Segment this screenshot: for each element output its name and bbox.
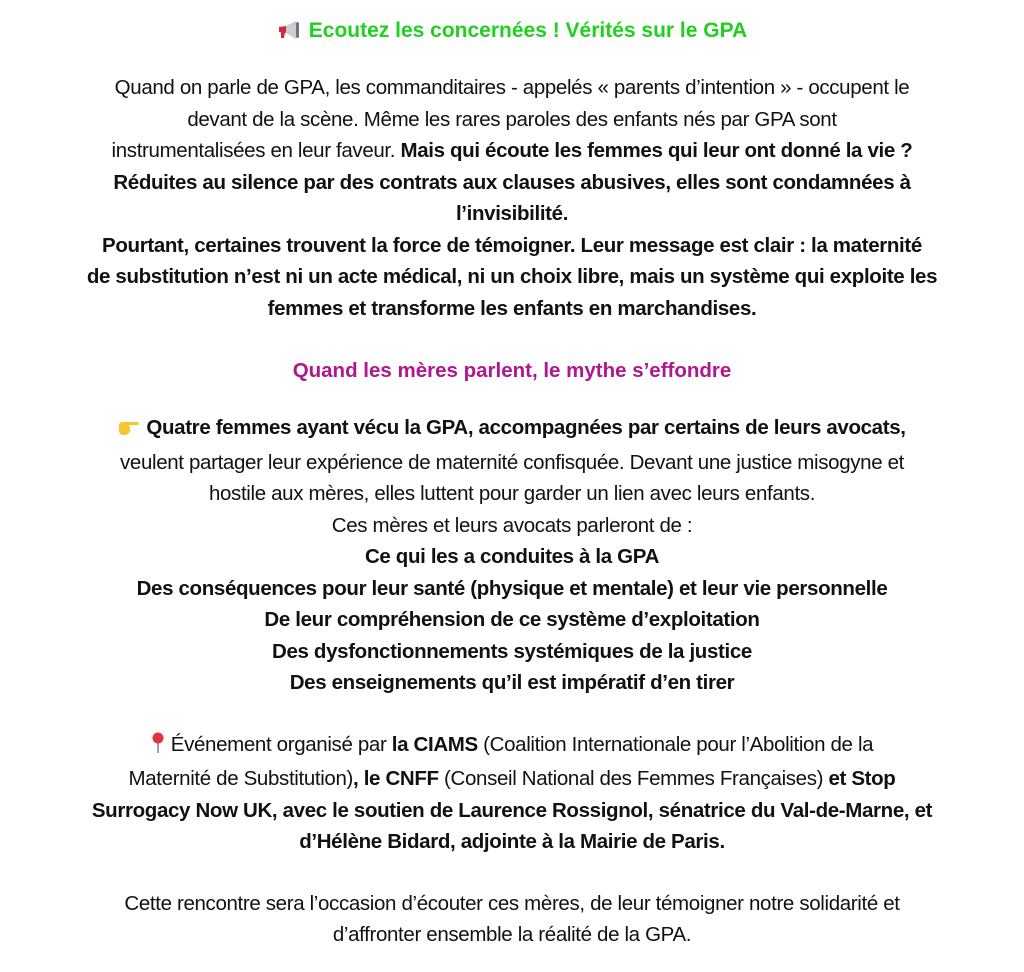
intro-bold-text: Réduites au silence par des contrats aux clauses abusives, elles sont condamnées à bbox=[113, 170, 911, 194]
intro-line bbox=[0, 293, 1024, 325]
closing-paragraph bbox=[0, 888, 1024, 951]
organizers-line bbox=[0, 763, 1024, 795]
topic-item bbox=[0, 667, 1024, 699]
topic-item bbox=[0, 573, 1024, 605]
topic-item bbox=[0, 541, 1024, 573]
topic-text: De leur compréhension de ce système d’exploitation bbox=[264, 608, 760, 631]
testimony-line: hostile aux mères, elles luttent pour garder un lien avec leurs enfants. bbox=[208, 482, 816, 505]
organizer-cnff: , le CNFF bbox=[353, 767, 439, 790]
organizers-text: (Coalition Internationale pour l’Abolition de la bbox=[477, 732, 874, 756]
testimony-line bbox=[0, 412, 1024, 447]
testimony-paragraph bbox=[0, 412, 1024, 541]
intro-question: Mais qui écoute les femmes qui leur ont donné la vie ? bbox=[400, 139, 913, 162]
closing-line: Cette rencontre sera l’occasion d’écouter ces mères, de leur témoigner notre solidarité et bbox=[124, 891, 900, 915]
intro-bold-text: l’invisibilité. bbox=[455, 202, 569, 225]
topics-list bbox=[0, 541, 1024, 699]
organizers-text: Événement organisé par bbox=[170, 732, 392, 756]
topic-text: Des conséquences pour leur santé (physique et mentale) et leur vie personnelle bbox=[136, 576, 888, 600]
intro-line bbox=[0, 167, 1024, 199]
testimony-line: veulent partager leur expérience de maternité confisquée. Devant une justice misogyne et bbox=[120, 450, 904, 474]
intro-bold-text: Pourtant, certaines trouvent la force de témoigner. Leur message est clair : la maternité bbox=[102, 233, 922, 257]
organizers-paragraph bbox=[0, 729, 1024, 858]
topic-item bbox=[0, 604, 1024, 636]
topic-text: Des enseignements qu’il est impératif d’en tirer bbox=[289, 671, 735, 694]
testimony-line: Ces mères et leurs avocats parleront de : bbox=[331, 513, 693, 537]
announcement-title bbox=[0, 14, 1024, 48]
intro-text: instrumentalisées en leur faveur. bbox=[111, 139, 401, 162]
intro-line: Quand on parle de GPA, les commanditaires - appelés « parents d’intention » - occupent le bbox=[114, 76, 910, 99]
pointing-hand-icon bbox=[118, 415, 140, 447]
organizers-line bbox=[0, 795, 1024, 827]
organizers-bold-text: Surrogacy Now UK, avec le soutien de Laurence Rossignol, sénatrice du Val-de-Marne, et bbox=[91, 798, 933, 822]
topic-text: Ce qui les a conduites à la GPA bbox=[364, 545, 660, 568]
intro-bold-text: femmes et transforme les enfants en marchandises. bbox=[267, 296, 757, 320]
topic-item bbox=[0, 636, 1024, 668]
organizer-ssn: et Stop bbox=[828, 767, 896, 790]
organizers-text: (Conseil National des Femmes Françaises) bbox=[438, 767, 829, 790]
intro-line: devant de la scène. Même les rares paroles des enfants nés par GPA sont bbox=[187, 107, 837, 131]
intro-line bbox=[0, 230, 1024, 262]
section-subtitle: Quand les mères parlent, le mythe s’effondre bbox=[292, 359, 732, 382]
intro-bold-text: de substitution n’est ni un acte médical, ni un choix libre, mais un système qui exploite les bbox=[86, 265, 938, 288]
organizer-ciams: la CIAMS bbox=[391, 732, 478, 756]
pin-icon bbox=[151, 732, 165, 764]
intro-line bbox=[0, 261, 1024, 293]
topic-text: Des dysfonctionnements systémiques de la justice bbox=[272, 639, 752, 663]
organizers-line bbox=[0, 826, 1024, 858]
megaphone-icon bbox=[277, 17, 303, 51]
intro-line bbox=[0, 198, 1024, 230]
organizers-bold-text: d’Hélène Bidard, adjointe à la Mairie de Paris. bbox=[299, 830, 725, 853]
intro-paragraph bbox=[0, 72, 1024, 324]
intro-line bbox=[0, 135, 1024, 167]
announcement-title-text: Ecoutez les concernées ! Vérités sur le GPA bbox=[308, 19, 748, 42]
organizers-text: Maternité de Substitution) bbox=[128, 767, 354, 790]
testimony-lead: Quatre femmes ayant vécu la GPA, accompagnées par certains de leurs avocats, bbox=[146, 416, 906, 439]
closing-line: d’affronter ensemble la réalité de la GPA. bbox=[332, 923, 692, 946]
organizers-line bbox=[0, 729, 1024, 764]
